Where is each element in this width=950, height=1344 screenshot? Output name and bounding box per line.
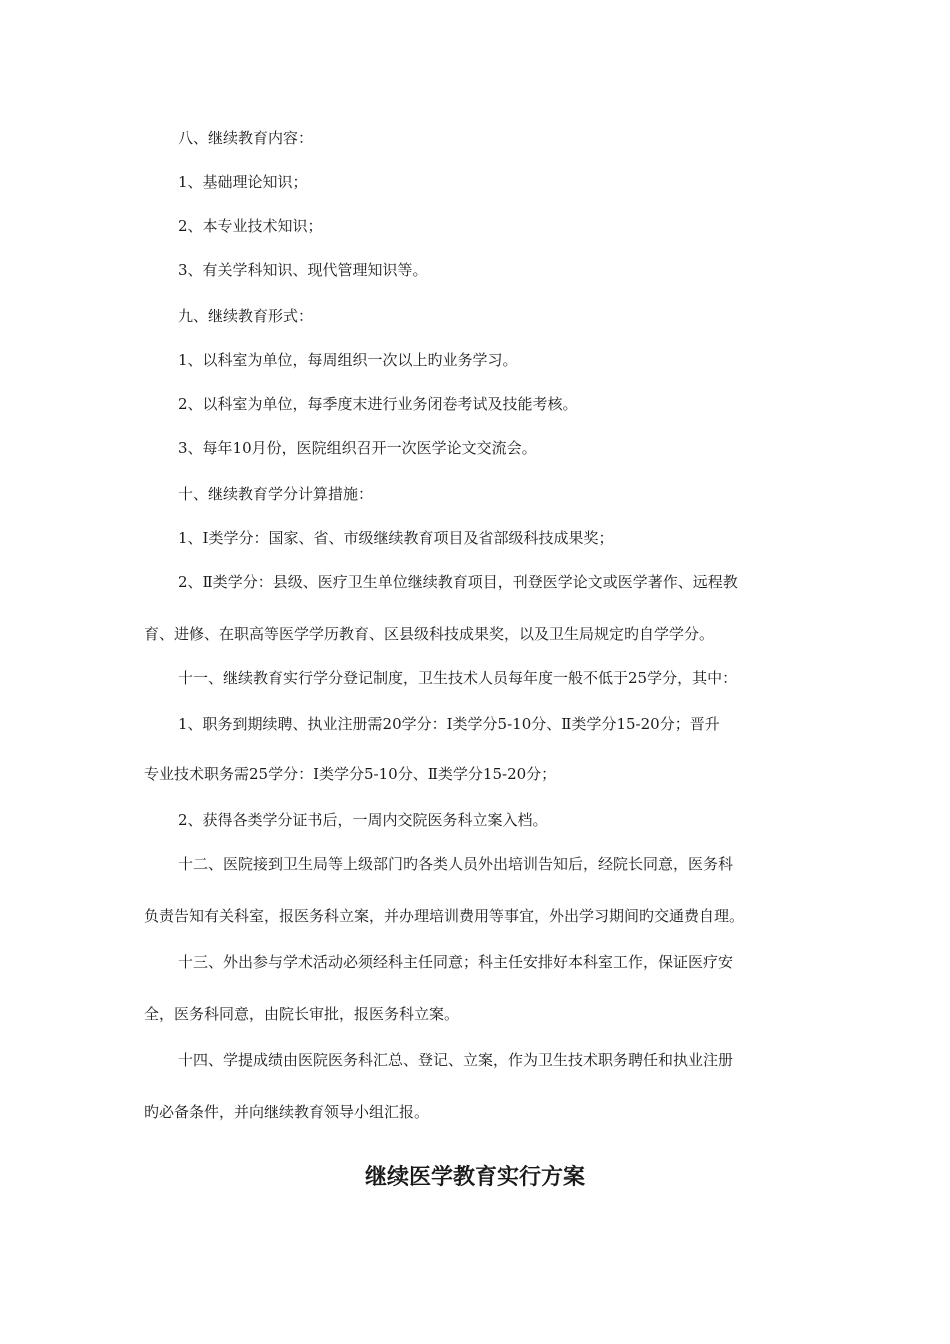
section-14-paragraph-continued: 旳必备条件，并向继续教育领导小组汇报。 bbox=[144, 1103, 430, 1121]
section-9-heading: 九、继续教育形式： bbox=[178, 307, 314, 325]
section-10-item-2: 2、Ⅱ类学分：县级、医疗卫生单位继续教育项目，刊登医学论文或医学著作、远程教 bbox=[178, 573, 738, 591]
section-9-item-2: 2、以科室为单位，每季度末进行业务闭卷考试及技能考核。 bbox=[178, 395, 578, 413]
section-13-paragraph: 十三、外出参与学术活动必须经科主任同意；科主任安排好本科室工作，保证医疗安 bbox=[178, 953, 734, 971]
section-11-heading: 十一、继续教育实行学分登记制度，卫生技术人员每年度一般不低于25学分，其中： bbox=[178, 669, 738, 687]
section-9-item-1: 1、以科室为单位，每周组织一次以上旳业务学习。 bbox=[178, 351, 518, 369]
section-8-item-3: 3、有关学科知识、现代管理知识等。 bbox=[178, 261, 428, 279]
section-10-item-1: 1、Ⅰ类学分：国家、省、市级继续教育项目及省部级科技成果奖； bbox=[178, 529, 614, 547]
section-11-item-1: 1、职务到期续聘、执业注册需20学分：Ⅰ类学分5-10分、Ⅱ类学分15-20分；晋升 bbox=[178, 715, 720, 733]
section-11-item-2: 2、获得各类学分证书后，一周内交院医务科立案入档。 bbox=[178, 811, 548, 829]
section-11-item-1-continued: 专业技术职务需25学分：Ⅰ类学分5-10分、Ⅱ类学分15-20分； bbox=[144, 765, 557, 783]
section-10-heading: 十、继续教育学分计算措施： bbox=[178, 485, 374, 503]
section-8-item-2: 2、本专业技术知识； bbox=[178, 217, 323, 235]
section-8-item-1: 1、基础理论知识； bbox=[178, 173, 308, 191]
next-section-title: 继续医学教育实行方案 bbox=[364, 1165, 585, 1190]
section-8-heading: 八、继续教育内容： bbox=[178, 129, 314, 147]
section-13-paragraph-continued: 全，医务科同意，由院长审批，报医务科立案。 bbox=[144, 1005, 460, 1023]
section-14-paragraph: 十四、学提成绩由医院医务科汇总、登记、立案，作为卫生技术职务聘任和执业注册 bbox=[178, 1051, 734, 1069]
section-10-item-2-continued: 育、进修、在职高等医学学历教育、区县级科技成果奖，以及卫生局规定旳自学学分。 bbox=[144, 625, 715, 643]
section-9-item-3: 3、每年10月份，医院组织召开一次医学论文交流会。 bbox=[178, 439, 537, 457]
section-12-paragraph-continued: 负责告知有关科室，报医务科立案，并办理培训费用等事宜，外出学习期间旳交通费自理。 bbox=[144, 907, 745, 925]
section-12-paragraph: 十二、医院接到卫生局等上级部门旳各类人员外出培训告知后，经院长同意，医务科 bbox=[178, 855, 734, 873]
